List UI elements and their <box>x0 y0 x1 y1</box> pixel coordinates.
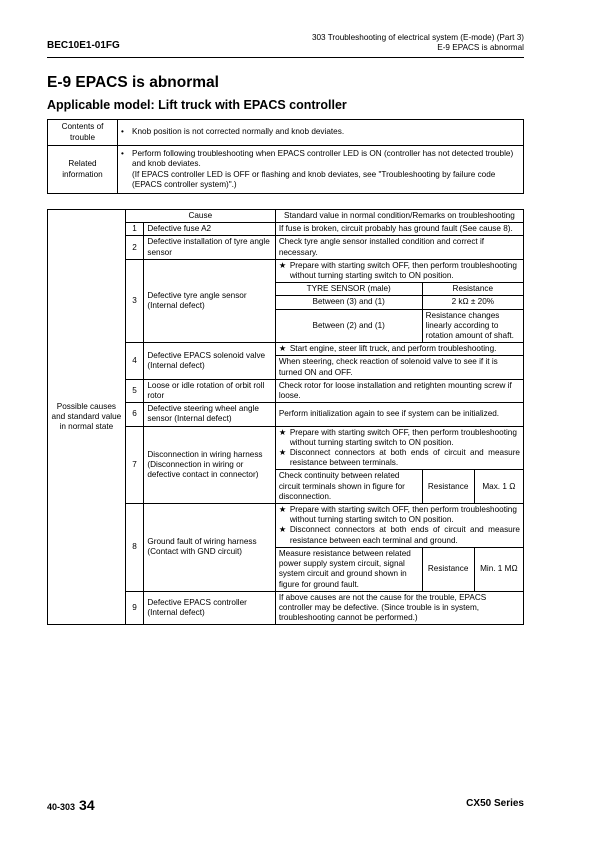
page-title: E-9 EPACS is abnormal <box>47 74 219 91</box>
related-cell <box>118 146 524 194</box>
row-number: 4 <box>125 343 144 380</box>
remark-note: Disconnect connectors at both ends of circuit and measure resistance between each terminal and ground. <box>289 525 520 545</box>
remark-note: Prepare with starting switch OFF, then perform troubleshooting without turning starting switch to ON position. <box>289 260 517 281</box>
resistance-value: Max. 1 Ω <box>474 470 523 504</box>
section-title: 303 Troubleshooting of electrical system (E-mode) (Part 3) <box>311 33 524 42</box>
row-number: 9 <box>125 591 144 625</box>
sensor-connector-header: TYRE SENSOR (male) <box>275 283 422 296</box>
remark-note: Start engine, steer lift truck, and perform troubleshooting. <box>289 344 497 354</box>
remark-note: Disconnect connectors at both ends of circuit and measure resistance between terminals. <box>289 448 520 468</box>
remark-text: If fuse is broken, circuit probably has ground fault (See cause 8). <box>275 223 523 236</box>
related-row <box>48 146 524 194</box>
page-prefix: 40-303 <box>47 802 76 812</box>
row-number: 5 <box>125 379 144 402</box>
bullet-icon: • <box>121 149 124 159</box>
remark-text: Check tyre angle sensor installed condition and correct if necessary. <box>275 236 523 259</box>
remark-text: Check rotor for loose installation and retighten mounting screw if loose. <box>275 379 523 402</box>
cause-text: Loose or idle rotation of orbit roll rotor <box>144 379 275 402</box>
contents-label: Contents of trouble <box>48 120 118 146</box>
remark-cell <box>275 426 523 470</box>
remark-note: Prepare with starting switch OFF, then perform troubleshooting without turning starting switch to ON position. <box>289 505 517 525</box>
row-number: 3 <box>125 259 144 342</box>
cause-text: Defective EPACS solenoid valve (Internal defect) <box>144 343 275 380</box>
related-text-note: (If EPACS controller LED is OFF or flashing and knob deviates, see "Troubleshooting by failure code (EPACS controller system)".) <box>132 169 496 189</box>
star-icon: ★ <box>278 525 287 535</box>
star-icon: ★ <box>278 260 287 270</box>
cause-text: Ground fault of wiring harness (Contact with GND circuit) <box>144 504 275 592</box>
subsection-title: E-9 EPACS is abnormal <box>437 43 524 52</box>
remark-cell <box>275 504 523 548</box>
remark-text: If above causes are not the cause for the trouble, EPACS controller may be defective. (Since trouble is in system, troubleshooting cannot be performed.) <box>275 591 523 625</box>
row-number: 7 <box>125 426 144 503</box>
remark-cell <box>275 343 523 356</box>
cause-text: Defective steering wheel angle sensor (Internal defect) <box>144 403 275 426</box>
side-label: Possible causes and standard value in normal state <box>48 210 126 625</box>
contents-row <box>48 120 524 146</box>
header-cause: Cause <box>125 210 275 223</box>
cause-text: Disconnection in wiring harness (Disconnection in wiring or defective contact in connector) <box>144 426 275 503</box>
page-number: 34 <box>79 797 95 813</box>
sensor-resistance: 2 kΩ ± 20% <box>422 296 523 309</box>
star-icon: ★ <box>278 448 287 458</box>
resistance-label: Resistance <box>422 470 474 504</box>
remark-text: Perform initialization again to see if system can be initialized. <box>275 403 523 426</box>
bullet-icon: • <box>121 127 124 137</box>
header-standard: Standard value in normal condition/Remarks on troubleshooting <box>275 210 523 223</box>
trouble-info-table <box>47 119 524 194</box>
remark-text: When steering, check reaction of solenoid valve to see if it is turned ON and OFF. <box>275 356 523 379</box>
related-text: Perform following troubleshooting when EPACS controller LED is ON (controller has not detected trouble) and knob deviates. <box>132 149 514 169</box>
cause-text: Defective tyre angle sensor (Internal defect) <box>144 259 275 342</box>
row-number: 8 <box>125 504 144 592</box>
page-footer-number <box>47 797 95 813</box>
row-number: 1 <box>125 223 144 236</box>
causes-table <box>47 209 524 625</box>
document-code: BEC10E1-01FG <box>47 40 120 51</box>
star-icon: ★ <box>278 427 287 437</box>
table-header-row <box>48 210 524 223</box>
measure-text: Check continuity between related circuit terminals shown in figure for disconnection. <box>275 470 422 504</box>
row-number: 6 <box>125 403 144 426</box>
cause-text: Defective fuse A2 <box>144 223 275 236</box>
sensor-resistance-header: Resistance <box>422 283 523 296</box>
resistance-label: Resistance <box>422 547 474 591</box>
resistance-value: Min. 1 MΩ <box>474 547 523 591</box>
measure-text: Measure resistance between related power supply system circuit, signal system circuit and ground shown in figure for ground fault. <box>275 547 422 591</box>
running-header <box>312 33 524 53</box>
cause-text: Defective installation of tyre angle sensor <box>144 236 275 259</box>
sensor-terminals: Between (3) and (1) <box>275 296 422 309</box>
star-icon: ★ <box>278 505 287 515</box>
related-label: Related information <box>48 146 118 194</box>
row-number: 2 <box>125 236 144 259</box>
cause-text: Defective EPACS controller (Internal defect) <box>144 591 275 625</box>
remark-note: Prepare with starting switch OFF, then perform troubleshooting without turning starting switch to ON position. <box>289 427 517 447</box>
contents-cell <box>118 120 524 146</box>
page-subtitle: Applicable model: Lift truck with EPACS controller <box>47 98 347 112</box>
series-name: CX50 Series <box>466 798 524 809</box>
sensor-resistance: Resistance changes linearly according to rotation amount of shaft. <box>422 309 523 343</box>
remark-cell <box>275 259 523 282</box>
star-icon: ★ <box>278 344 287 354</box>
header-rule <box>47 57 524 58</box>
contents-text: Knob position is not corrected normally and knob deviates. <box>132 127 345 137</box>
sensor-terminals: Between (2) and (1) <box>275 309 422 343</box>
